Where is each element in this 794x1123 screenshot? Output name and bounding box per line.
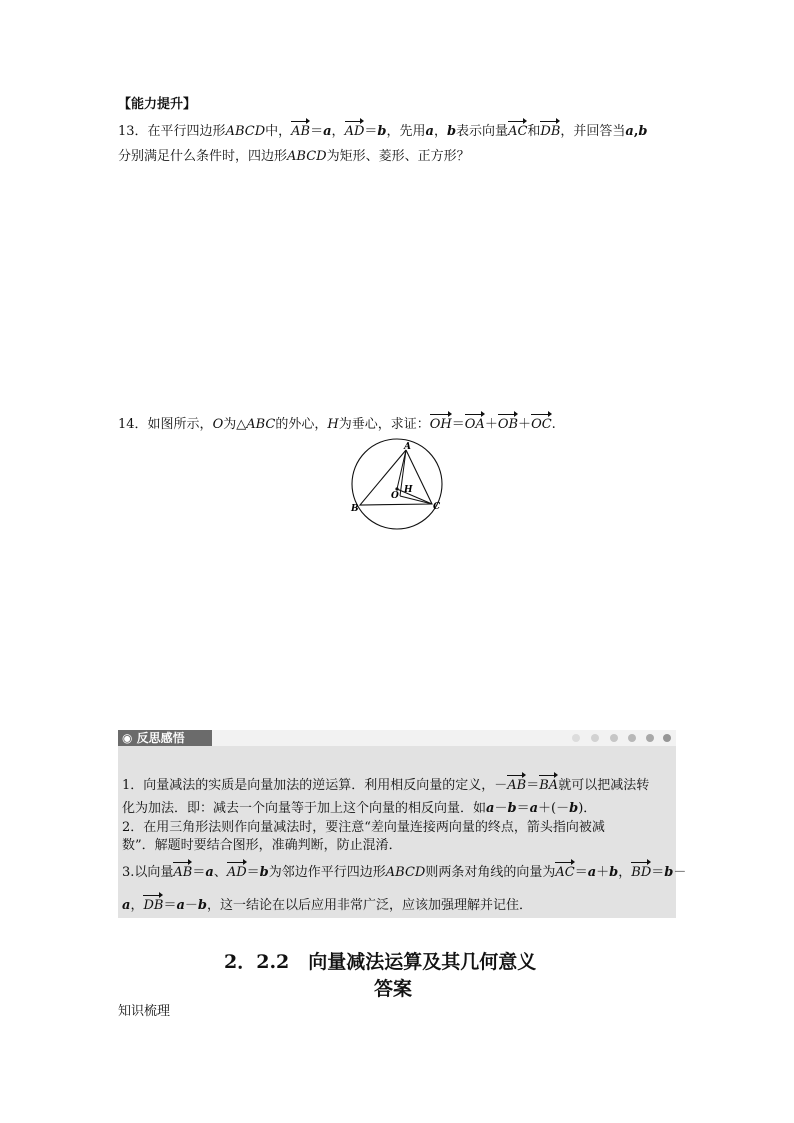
progress-dot: [628, 734, 636, 742]
reflection-p1-line1: 1．向量减法的实质是向量加法的逆运算．利用相反向量的定义，－AB＝BA就可以把减法转: [122, 774, 649, 795]
vector-ob: OB: [498, 413, 518, 432]
vector-ac: AC: [508, 120, 527, 139]
progress-dot: [591, 734, 599, 742]
progress-dot: [663, 734, 671, 742]
progress-dot: [646, 734, 654, 742]
reflection-box: [118, 730, 687, 918]
q14-number: 14．: [118, 417, 148, 432]
reflection-p2-line1: 2．在用三角形法则作向量减法时，要注意“差向量连接两向量的终点，箭头指向被减: [122, 820, 605, 835]
circumcircle-figure: [345, 436, 455, 536]
vector-db: DB: [540, 120, 560, 139]
answer-heading: 答案: [374, 978, 413, 1000]
q13-line1: 13．在平行四边形ABCD中，AB＝a，AD＝b，先用a，b表示向量AC和DB，并回答当a,b: [118, 120, 647, 142]
label-o: O: [391, 491, 399, 501]
vector-oh: OH: [430, 413, 452, 432]
section-title: 2．2.2 向量减法运算及其几何意义: [224, 951, 537, 973]
progress-dot: [572, 734, 580, 742]
label-h: H: [404, 485, 413, 495]
vector-ab: AB: [291, 120, 310, 139]
progress-dot: [610, 734, 618, 742]
reflection-p1-line2: 化为加法．即：减去一个向量等于加上这个向量的相反向量．如a－b＝a＋(－b)．: [122, 801, 597, 816]
q14-text: 14．如图所示，O为△ABC的外心，H为垂心，求证：OH＝OA＋OB＋OC.: [118, 413, 556, 435]
vector-oc: OC: [531, 413, 552, 432]
label-a: A: [404, 442, 411, 452]
reflection-p2-line2: 数”．解题时要结合图形，准确判断，防止混淆．: [122, 838, 402, 853]
reflection-tag: ◉ 反思感悟: [118, 730, 212, 746]
reflection-p3-line2: a，DB＝a－b，这一结论在以后应用非常广泛，应该加强理解并记住．: [122, 894, 532, 915]
reflection-p3-line1: 3.以向量AB＝a、AD＝b为邻边作平行四边形ABCD则两条对角线的向量为AC＝a＋b，BD＝b－: [122, 861, 686, 882]
circumcircle: [352, 439, 442, 529]
section-label: 【能力提升】: [118, 97, 197, 112]
label-c: C: [433, 502, 441, 512]
q13-line2: 分别满足什么条件时，四边形ABCD为矩形、菱形、正方形？: [118, 149, 470, 164]
vector-ad: AD: [345, 120, 365, 139]
q13-number: 13．: [118, 124, 148, 139]
reflection-header: [118, 730, 676, 746]
label-b: B: [351, 504, 359, 514]
knowledge-heading: 知识梳理: [118, 1004, 171, 1019]
vector-oa: OA: [465, 413, 485, 432]
